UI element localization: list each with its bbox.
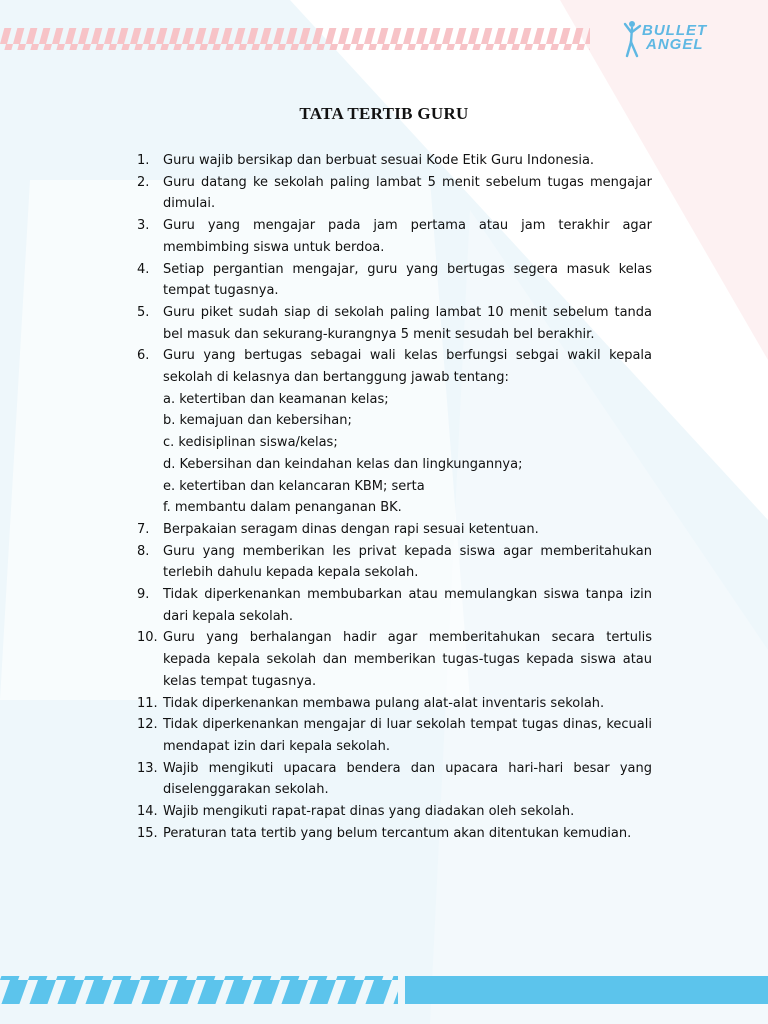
- item-text: Wajib mengikuti rapat-rapat dinas yang diadakan oleh sekolah.: [163, 804, 575, 820]
- item-text: Tidak diperkenankan membubarkan atau memulangkan siswa tanpa izin dari kepala sekolah.: [163, 587, 652, 624]
- list-item: [137, 758, 652, 801]
- item-number: 3.: [137, 218, 150, 234]
- list-item: [137, 215, 652, 258]
- list-item: [137, 584, 652, 627]
- item-number: 7.: [137, 521, 150, 537]
- logo-wordmark: [642, 24, 707, 52]
- item-text: Tidak diperkenankan mengajar di luar sekolah tempat tugas dinas, kecuali mendapat izin dari kepala sekolah.: [163, 717, 652, 754]
- item-text: Guru yang memberikan les privat kepada siswa agar memberitahukan terlebih dahulu kepada kepala sekolah.: [163, 543, 652, 581]
- item-number: 13.: [137, 760, 158, 776]
- item-number: 15.: [137, 825, 158, 841]
- item-text: Wajib mengikuti upacara bendera dan upacara hari-hari besar yang diselenggarakan sekolah.: [163, 760, 652, 798]
- item-text: Guru yang bertugas sebagai wali kelas berfungsi sebgai wakil kepala sekolah di kelasnya dan bertanggung jawab tentang:: [163, 348, 652, 386]
- item-number: 9.: [137, 587, 150, 603]
- sub-item: d. Kebersihan dan keindahan kelas dan lingkungannya;: [163, 456, 523, 472]
- sub-item: b. kemajuan dan kebersihan;: [163, 413, 352, 429]
- logo-line-1: BULLET: [642, 22, 708, 39]
- item-number: 14.: [137, 804, 158, 820]
- rules-list: [137, 150, 652, 845]
- item-number: 6.: [137, 348, 150, 364]
- item-number: 10.: [137, 630, 158, 646]
- list-item: [137, 801, 652, 823]
- item-number: 8.: [137, 543, 150, 559]
- logo-line-2: ANGEL: [646, 36, 704, 53]
- list-item: [137, 541, 652, 584]
- sub-item: a. ketertiban dan keamanan kelas;: [163, 391, 389, 407]
- list-item: [137, 714, 652, 757]
- item-text: Tidak diperkenankan membawa pulang alat-alat inventaris sekolah.: [163, 695, 605, 711]
- list-item: [137, 823, 652, 845]
- item-text: Berpakaian seragam dinas dengan rapi sesuai ketentuan.: [163, 521, 539, 537]
- item-number: 2.: [137, 174, 150, 190]
- page-title: TATA TERTIB GURU: [299, 104, 469, 123]
- item-number: 1.: [137, 153, 150, 168]
- item-number: 5.: [137, 304, 150, 320]
- sub-item: f. membantu dalam penanganan BK.: [163, 500, 402, 516]
- item-text: Guru piket sudah siap di sekolah paling lambat 10 menit sebelum tanda bel masuk dan sekurang-kurangnya 5 menit sesudah bel berakhir.: [163, 304, 652, 342]
- item-text: Guru yang berhalangan hadir agar memberitahukan secara tertulis kepada kepala sekolah dan memberikan tugas-tugas kepada siswa atau kelas tempat tugasnya.: [163, 630, 652, 689]
- item-text: Setiap pergantian mengajar, guru yang bertugas segera masuk kelas tempat tugasnya.: [163, 261, 652, 299]
- list-item: [137, 302, 652, 345]
- list-item: [137, 150, 652, 172]
- item-number: 12.: [137, 717, 158, 733]
- item-number: 4.: [137, 261, 150, 277]
- item-text: Guru wajib bersikap dan berbuat sesuai Kode Etik Guru Indonesia.: [163, 153, 595, 168]
- list-item: [137, 259, 652, 302]
- list-item: [137, 627, 652, 692]
- list-item: [137, 345, 652, 519]
- item-text: Peraturan tata tertib yang belum tercantum akan ditentukan kemudian.: [163, 825, 632, 841]
- item-text: Guru datang ke sekolah paling lambat 5 menit sebelum tugas mengajar dimulai.: [163, 174, 652, 212]
- list-item: [137, 519, 652, 541]
- list-item: [137, 172, 652, 215]
- sub-item: c. kedisiplinan siswa/kelas;: [163, 435, 338, 451]
- item-number: 11.: [137, 695, 158, 711]
- sub-item: e. ketertiban dan kelancaran KBM; serta: [163, 478, 425, 494]
- item-text: Guru yang mengajar pada jam pertama atau jam terakhir agar membimbing siswa untuk berdoa.: [163, 218, 652, 255]
- list-item: [137, 693, 652, 715]
